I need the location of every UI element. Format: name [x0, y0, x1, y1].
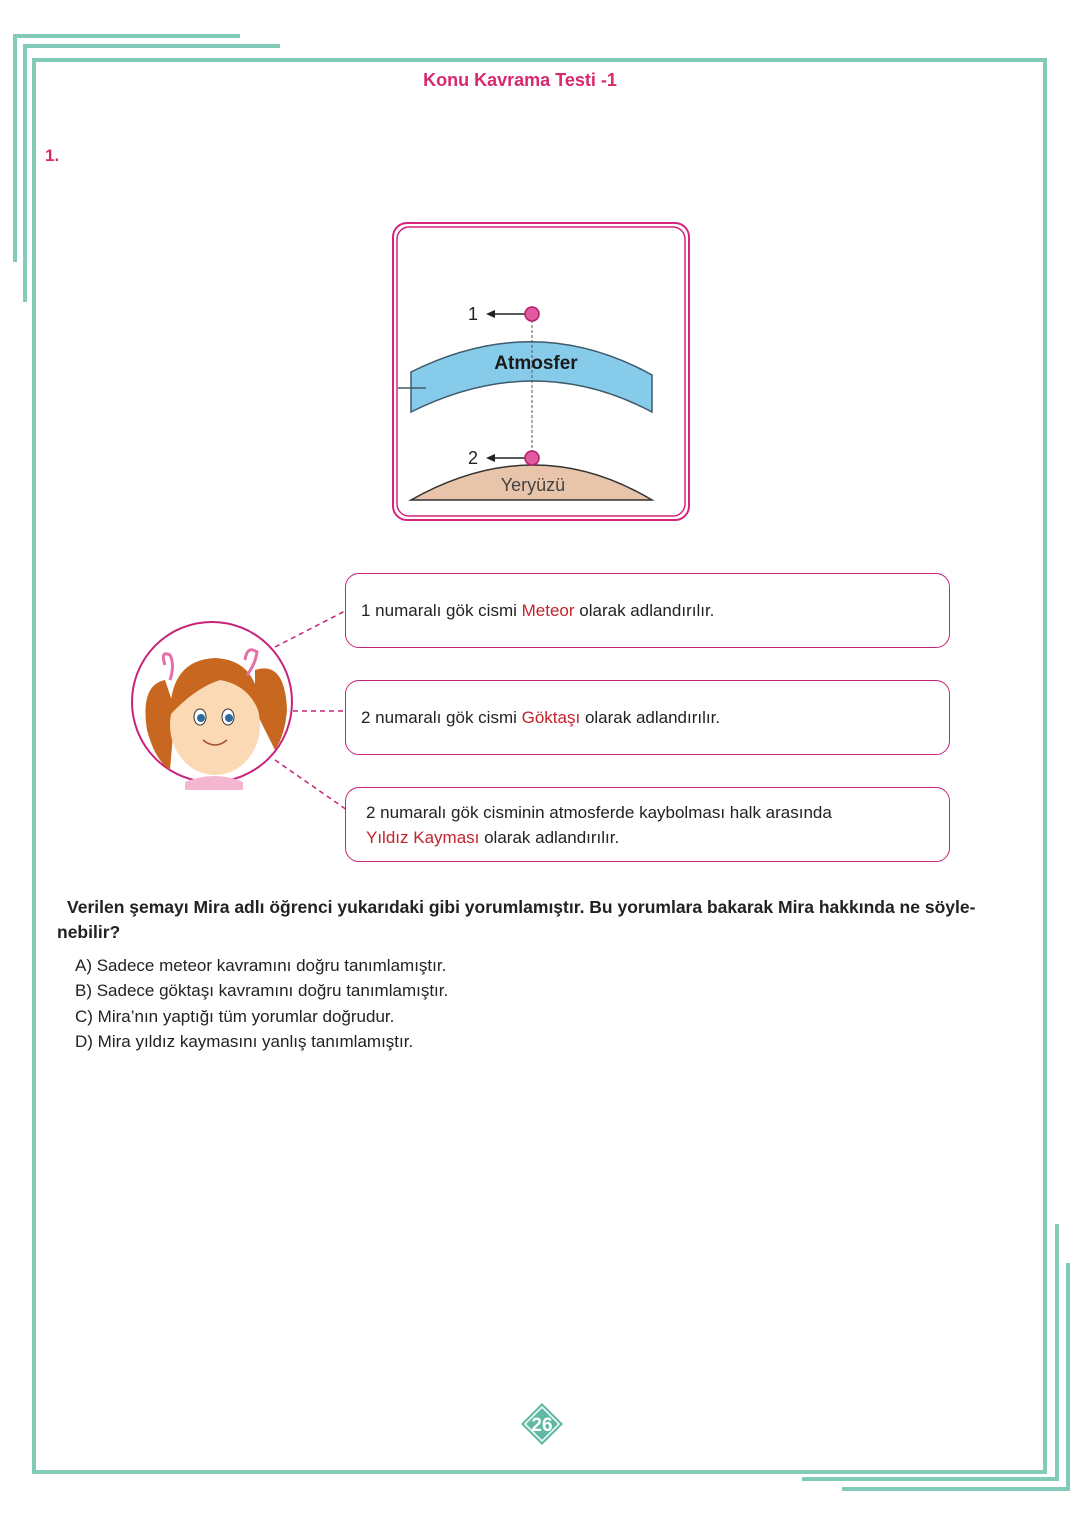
- option-a[interactable]: A) Sadece meteor kavramını doğru tanımlamıştır.: [75, 956, 447, 975]
- option-d[interactable]: D) Mira yıldız kaymasını yanlış tanımlamıştır.: [75, 1031, 414, 1051]
- option-b[interactable]: B) Sadece göktaşı kavramını doğru tanımlamıştır.: [75, 981, 449, 1001]
- bubble-text: 2 numaralı gök cismi: [361, 708, 522, 727]
- frame-line: [32, 58, 36, 1474]
- bubble-highlight: Göktaşı: [521, 708, 581, 727]
- frame-line: [1055, 1224, 1059, 1480]
- frame-line: [13, 34, 17, 262]
- bubble-text: olarak adlandırılır.: [580, 708, 721, 727]
- diagram-label-1: 1: [468, 304, 479, 324]
- page-title: Konu Kavrama Testi -1: [423, 70, 617, 90]
- comment-bubble-2: [345, 680, 950, 755]
- atmosphere-label: Atmosfer: [494, 353, 578, 374]
- bubble-text: olarak adlandırılır.: [479, 827, 620, 847]
- comment-bubble-1: [345, 573, 950, 648]
- frame-line: [842, 1487, 1070, 1491]
- diagram-label-2: 2: [468, 448, 479, 468]
- meteorite-object-2: [525, 451, 539, 465]
- frame-line: [13, 34, 240, 38]
- frame-line: [32, 1470, 1047, 1474]
- answer-options: [75, 953, 448, 1054]
- frame-line: [32, 58, 1047, 62]
- bubble-text: 1 numaralı gök cismi: [361, 601, 522, 620]
- question-number: 1.: [45, 146, 60, 165]
- frame-line: [23, 44, 280, 48]
- bubble-highlight: Meteor: [521, 601, 575, 620]
- bubble-highlight: Yıldız Kayması: [366, 827, 480, 847]
- comment-bubble-3: [345, 787, 950, 862]
- page-number-badge: [520, 1402, 564, 1446]
- question-stem: Verilen şemayı Mira adlı öğrenci yukarıdaki gibi yorumlamıştır. Bu yorumlara bakarak Mira hakkında ne söyle-nebilir?: [57, 897, 976, 942]
- atmosphere-diagram: [390, 220, 695, 525]
- page-number: 26: [531, 1415, 553, 1436]
- student-avatar: [125, 610, 355, 850]
- bubble-text: 2 numaralı gök cisminin atmosferde kaybolması halk arasında: [366, 802, 832, 822]
- option-c[interactable]: C) Mira’nın yaptığı tüm yorumlar doğrudur.: [75, 1006, 395, 1026]
- bubble-text: olarak adlandırılır.: [574, 601, 715, 620]
- frame-line: [1043, 58, 1047, 1474]
- meteor-object-1: [525, 307, 539, 321]
- frame-line: [1066, 1263, 1070, 1490]
- frame-line: [802, 1477, 1059, 1481]
- surface-label: Yeryüzü: [500, 475, 566, 495]
